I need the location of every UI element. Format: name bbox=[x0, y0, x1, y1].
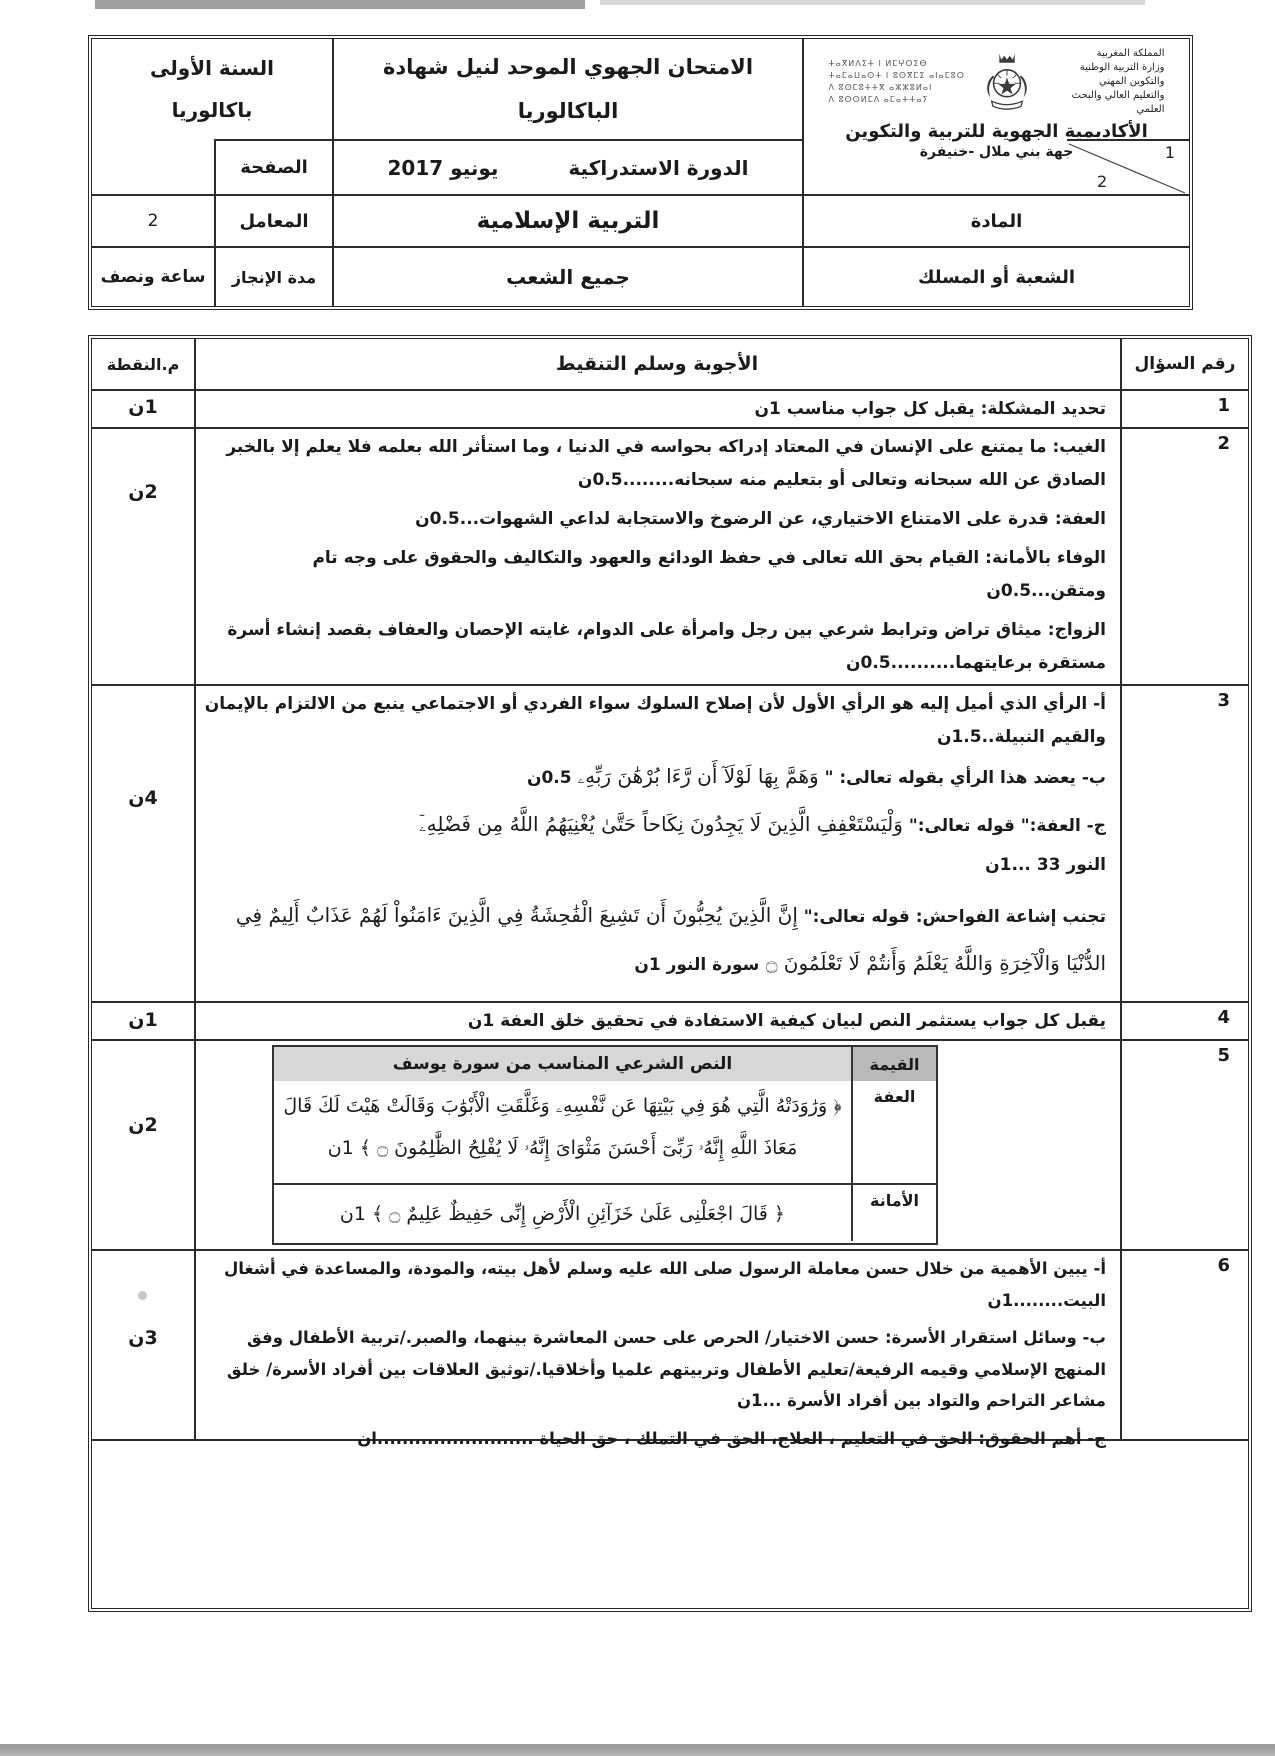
ministry-tf-line: ⵜⴰⴳⵍⴷⵉⵜ ⵏ ⵍⵎⵖⵔⵉⴱ bbox=[828, 59, 928, 68]
answer-item-a: أ- الرأي الذي أميل إليه هو الرأي الأول لأن إصلاح السلوك سواء الفردي أو الاجتماعي ينبع من الالتزام بالإيمان والقيم النبيلة..1.5ن bbox=[204, 694, 1106, 747]
ministry-ar-line: المملكة المغربية bbox=[1096, 48, 1165, 59]
ministry-ar-line: والتعليم العالي والبحث العلمي bbox=[1071, 90, 1165, 115]
item-b-mark: 0.5ن bbox=[526, 768, 578, 788]
duration-value: ساعة ونصف bbox=[100, 267, 206, 287]
ministry-ar-line: والتكوين المهني bbox=[1098, 76, 1165, 87]
scan-artifact-bottom bbox=[0, 1744, 1275, 1756]
stream-label: الشعبة أو المسلك bbox=[918, 266, 1075, 288]
points-column-header bbox=[92, 339, 194, 389]
answers-column-header bbox=[196, 339, 1118, 389]
item-c-reference: النور 33 ...1ن bbox=[985, 855, 1106, 875]
duration-label: مدة الإنجاز bbox=[231, 267, 317, 287]
answers-header-label: الأجوبة وسلم التنقيط bbox=[555, 353, 759, 375]
subtable-row-chastity bbox=[274, 1081, 936, 1183]
answer-item-c: ج- أهم الحقوق: الحق في التعليم ، العلاج، الحق في التملك ، حق الحياة .........................ان bbox=[357, 1428, 1106, 1448]
item-c-label: ج- العفة:" قوله تعالى:" bbox=[902, 816, 1106, 836]
answer-item-b: ب- وسائل استقرار الأسرة: حسن الاختيار/ الحرص على حسن المعاشرة بينهما، والصبر./تربية الأطفال وفق المنهج الإسلامي وقيمه الرفيعة/تعليم الأطفال وتربيتهم علميا وأخلاقيا./توثيق العلاقات بين أفراد الأسرة/ خلق مشاعر التراحم والتواد بين أفراد الأسرة ...1ن bbox=[226, 1328, 1106, 1410]
duration-label-cell bbox=[214, 246, 332, 306]
empty-table-area bbox=[92, 1441, 1248, 1606]
exam-title-line1: الامتحان الجهوي الموحد لنيل شهادة bbox=[382, 55, 754, 79]
subtable-header-text-label: النص الشرعي المناسب من سورة يوسف bbox=[392, 1054, 733, 1074]
row-separator bbox=[92, 389, 1248, 391]
page-fraction-cell bbox=[1067, 139, 1189, 194]
subtable-header-value-label: القيمة bbox=[869, 1054, 920, 1074]
answer-paragraph: الوفاء بالأمانة: القيام بحق الله تعالى في حفظ الودائع والعهود والتكاليف والحقوق على وجه تام ومتقن...0.5ن bbox=[312, 548, 1106, 601]
question-number: 5 bbox=[1217, 1045, 1230, 1066]
item-b-quran: وَهَمَّ بِهَا لَوْلَآ أَن رَّءَا بُرْهَٰنَ رَبِّهِۦ bbox=[577, 764, 819, 788]
value-chastity: العفة bbox=[873, 1087, 916, 1106]
item-d-quran: إِنَّ الَّذِينَ يُحِبُّونَ أَن تَشِيعَ الْفَٰحِشَةُ فِي الَّذِينَ ءَامَنُواْ لَهُمْ عَذَابٌ أَلِيمٌ فِي الدُّنْيَا وَالْآخِرَةِ وَاللَّهُ يَعْلَمُ وَأَنتُمْ لَا تَعْلَمُونَ ۝ bbox=[235, 903, 1106, 975]
level-cell bbox=[92, 39, 332, 139]
answer-cell-q3 bbox=[196, 688, 1118, 988]
points-header-label: م.النقطة bbox=[106, 354, 180, 374]
scan-artifact-top bbox=[95, 0, 585, 9]
ministry-ar-line: وزارة التربية الوطنية bbox=[1079, 62, 1165, 73]
answer-paragraph: الغيب: ما يمتنع على الإنسان في المعتاد إدراكه بحواسه في الدنيا ، وما استأثر الله بعلمه فلا يعلم إلا بالخبر الصادق عن الله سبحانه وتعالى أو بتعليم منه سبحانه........0.5ن bbox=[226, 437, 1106, 490]
subtable-header-row bbox=[274, 1047, 936, 1081]
answer-text: تحديد المشكلة: يقبل كل جواب مناسب 1ن bbox=[754, 399, 1106, 419]
points-value: 4ن bbox=[128, 787, 158, 809]
row-separator bbox=[92, 1039, 1248, 1041]
page-label-cell bbox=[214, 139, 332, 194]
answer-cell-q6 bbox=[196, 1253, 1118, 1454]
ministry-row bbox=[804, 47, 1189, 117]
answer-text: يقبل كل جواب يستثمر النص لبيان كيفية الاستفادة في تحقيق خلق العفة 1ن bbox=[467, 1011, 1106, 1031]
item-d-reference: سورة النور 1ن bbox=[634, 955, 760, 975]
scan-artifact-top-light bbox=[600, 0, 1145, 5]
duration-value-cell bbox=[92, 246, 214, 306]
answer-paragraph: العفة: قدرة على الامتناع الاختياري، عن الرضوخ والاستجابة لداعي الشهوات...0.5ن bbox=[415, 509, 1106, 529]
question-number: 1 bbox=[1217, 395, 1230, 416]
subtable-quran-text: ﴿ قَالَ اجْعَلْنِى عَلَىٰ خَزَآئِنِ الْأَرْضِ إِنِّى حَفِيظٌ عَلِيمٌ ۝ ﴾ 1ن bbox=[339, 1203, 786, 1225]
coefficient-label-cell bbox=[214, 194, 332, 246]
subtable-row-trust bbox=[274, 1183, 936, 1241]
ministry-tf-line: ⴷ ⵓⵙⵙⵍⵎⴷ ⴰⵎⴰⵜⵜⴰⵢ bbox=[828, 95, 929, 104]
points-value: 2ن bbox=[128, 481, 158, 503]
subject-value-cell bbox=[332, 194, 802, 246]
answer-cell-q2 bbox=[196, 431, 1118, 680]
subject-label-cell bbox=[802, 194, 1189, 246]
streams-value: جميع الشعب bbox=[506, 265, 630, 289]
exam-title-line2: الباكالوريا bbox=[517, 99, 619, 123]
level-line2: باكالوريا bbox=[171, 98, 253, 122]
subject-value: التربية الإسلامية bbox=[476, 208, 660, 234]
coefficient-value: 2 bbox=[147, 211, 159, 231]
ministry-arabic-text bbox=[1047, 47, 1165, 117]
answer-cell-q4 bbox=[196, 1003, 1118, 1039]
question-header-label: رقم السؤال bbox=[1134, 354, 1236, 374]
answer-item-b bbox=[204, 760, 1106, 795]
points-value: 2ن bbox=[128, 1114, 158, 1136]
answer-paragraph: الزواج: ميثاق تراض وترابط شرعي بين رجل وامرأة على الدوام، غايته الإحصان والعفاف بقصد إنشاء أسرة مستقرة برعايتهما..........0.5ن bbox=[227, 620, 1106, 673]
question-number: 6 bbox=[1217, 1255, 1230, 1276]
scan-dot-artifact bbox=[138, 1291, 147, 1300]
coat-of-arms-logo bbox=[975, 50, 1039, 114]
question-number: 2 bbox=[1217, 433, 1230, 454]
ministry-tf-line: ⴷ ⵓⵙⵎⵓⵜⵜⴳ ⴰⵣⵣⵓⵍⴰⵏ bbox=[828, 83, 933, 92]
points-value: 3ن bbox=[128, 1327, 158, 1349]
coefficient-value-cell bbox=[92, 194, 214, 246]
subtable-value-cell bbox=[851, 1185, 936, 1241]
answer-item-a: أ- يبين الأهمية من خلال حسن معاملة الرسول صلى الله عليه وسلم لأهل بيته، والمودة، والمساعدة في أشغال البيت........1ن bbox=[223, 1259, 1106, 1310]
row-separator bbox=[92, 684, 1248, 686]
session-date: يونيو 2017 bbox=[387, 155, 499, 180]
session-name: الدورة الاستدراكية bbox=[568, 155, 749, 180]
streams-value-cell bbox=[332, 246, 802, 306]
ministry-tifinagh-text bbox=[829, 58, 967, 106]
coefficient-label: المعامل bbox=[239, 210, 309, 232]
points-value: 1ن bbox=[128, 396, 158, 418]
stream-label-cell bbox=[802, 246, 1189, 306]
academy-name: الأكاديمية الجهوية للتربية والتكوين bbox=[845, 121, 1148, 142]
page-number-total: 2 bbox=[1097, 172, 1108, 191]
academy-region: جهة بني ملال -خنيفرة bbox=[919, 144, 1074, 160]
subtable-header-value bbox=[851, 1047, 936, 1081]
value-trust: الأمانة bbox=[869, 1191, 920, 1210]
header-table bbox=[88, 35, 1193, 310]
question-number: 3 bbox=[1217, 690, 1230, 711]
answers-table bbox=[88, 335, 1252, 1612]
question-column-header bbox=[1122, 339, 1248, 389]
page-number-current: 1 bbox=[1164, 143, 1175, 162]
subtable-value-cell bbox=[851, 1081, 936, 1183]
subtable-quran-text: ﴿ وَرَٰوَدَتْهُ الَّتِي هُوَ فِي بَيْتِهَا عَن نَّفْسِهِۦ وَغَلَّقَتِ الْأَبْوَٰبَ وَقَالَتْ هَيْتَ لَكَ قَالَ مَعَاذَ اللَّهِ إِنَّهُۥ رَبِّىٓ أَحْسَنَ مَثْوَاىَ إِنَّهُۥ لَا يُفْلِحُ الظَّٰلِمُونَ ۝ ﴾ 1ن bbox=[283, 1095, 842, 1159]
q5-subtable bbox=[272, 1045, 938, 1245]
question-number: 4 bbox=[1217, 1007, 1230, 1028]
page-label: الصفحة bbox=[240, 157, 308, 178]
exam-title-cell bbox=[332, 39, 802, 139]
answer-item-c bbox=[204, 801, 1106, 849]
item-b-label: ب- يعضد هذا الرأي بقوله تعالى: " bbox=[818, 768, 1106, 788]
subtable-header-text bbox=[274, 1047, 851, 1081]
item-d-label: تجنب إشاعة الفواحش: قوله تعالى:" bbox=[797, 907, 1106, 927]
ministry-tf-line: ⵜⴰⵎⴰⵡⴰⵙⵜ ⵏ ⵓⵙⴳⵎⵉ ⴰⵏⴰⵎⵓⵔ bbox=[828, 71, 965, 80]
answer-item-d bbox=[204, 892, 1106, 988]
subject-label: المادة bbox=[970, 210, 1023, 232]
row-separator bbox=[92, 427, 1248, 429]
item-c-quran: وَلْيَسْتَعْفِفِ الَّذِينَ لَا يَجِدُونَ نِكَاحاً حَتَّىٰ يُغْنِيَهُمُ اللَّهُ مِن فَضْلِهِۦٓ bbox=[419, 812, 903, 836]
answer-cell-q1 bbox=[196, 393, 1118, 426]
row-separator bbox=[92, 1249, 1248, 1251]
points-value: 1ن bbox=[128, 1009, 158, 1031]
session-cell bbox=[332, 139, 802, 194]
level-line1: السنة الأولى bbox=[150, 56, 274, 80]
